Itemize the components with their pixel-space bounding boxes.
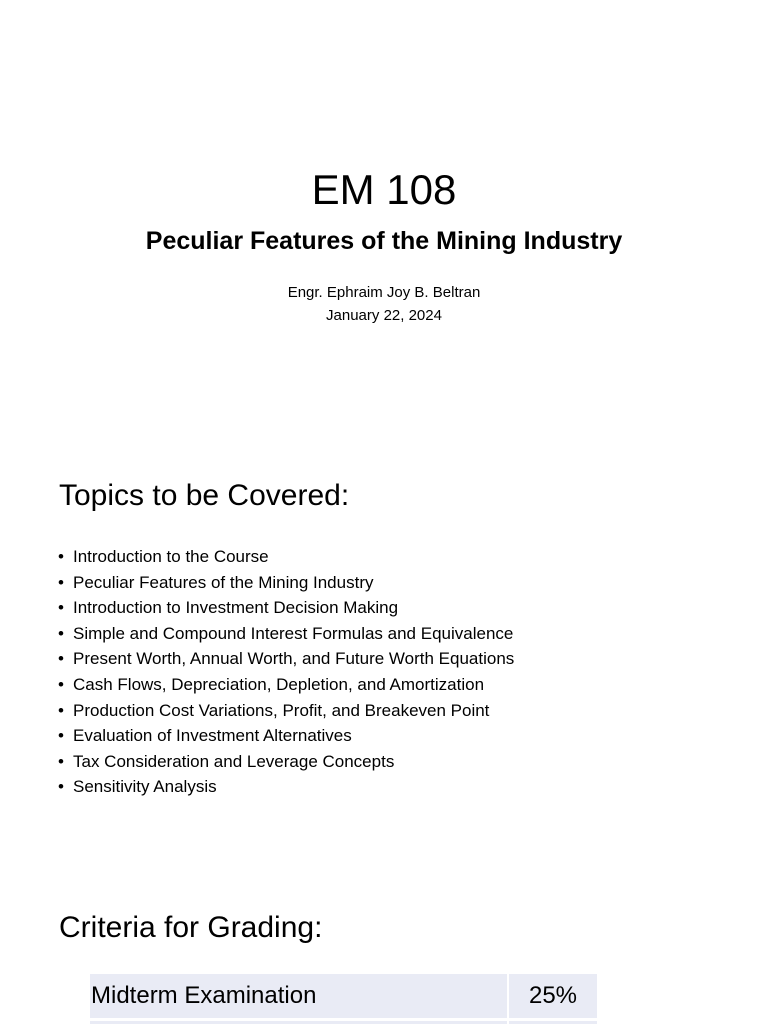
topic-label: Present Worth, Annual Worth, and Future Worth Equations xyxy=(73,649,515,669)
list-item xyxy=(58,595,514,621)
grading-item xyxy=(90,1020,508,1024)
table-row xyxy=(90,1020,597,1024)
bullet-icon: • xyxy=(58,572,64,592)
grading-weight xyxy=(508,1020,597,1024)
author-name: Engr. Ephraim Joy B. Beltran xyxy=(287,284,481,301)
topic-label: Sensitivity Analysis xyxy=(73,777,217,797)
topic-label: Introduction to Investment Decision Making xyxy=(73,598,399,618)
bullet-icon: • xyxy=(58,649,64,669)
course-code: EM 108 xyxy=(311,166,457,213)
list-item xyxy=(58,646,514,672)
list-item xyxy=(58,570,514,596)
list-item xyxy=(58,621,514,647)
table-row xyxy=(90,974,597,1020)
bullet-icon: • xyxy=(58,623,64,643)
topic-label: Introduction to the Course xyxy=(73,547,269,566)
bullet-icon: • xyxy=(58,777,64,797)
bullet-icon: • xyxy=(58,700,64,720)
list-item xyxy=(58,723,514,749)
topics-list xyxy=(58,544,514,800)
topic-label: Tax Consideration and Leverage Concepts xyxy=(73,751,395,771)
bullet-icon: • xyxy=(58,751,64,771)
lecture-title: Peculiar Features of the Mining Industry xyxy=(145,227,623,255)
grading-item: Midterm Examination xyxy=(91,982,317,1009)
grading-heading: Criteria for Grading: xyxy=(59,911,323,944)
bullet-icon: • xyxy=(58,547,64,566)
grading-weight: 25% xyxy=(508,974,597,1020)
bullet-icon: • xyxy=(58,726,64,746)
bullet-icon: • xyxy=(58,674,64,694)
bullet-icon: • xyxy=(58,598,64,618)
list-item xyxy=(58,774,514,800)
topic-label: Production Cost Variations, Profit, and Breakeven Point xyxy=(73,700,490,720)
list-item xyxy=(58,698,514,724)
topic-label: Evaluation of Investment Alternatives xyxy=(73,726,352,746)
topic-label: Peculiar Features of the Mining Industry xyxy=(73,572,374,592)
grading-table xyxy=(90,974,597,1024)
topic-label: Cash Flows, Depreciation, Depletion, and Amortization xyxy=(73,674,485,694)
topics-heading: Topics to be Covered: xyxy=(59,479,350,512)
list-item xyxy=(58,672,514,698)
lecture-date: January 22, 2024 xyxy=(326,307,442,324)
list-item xyxy=(58,544,514,570)
topic-label: Simple and Compound Interest Formulas and Equivalence xyxy=(73,623,514,643)
list-item xyxy=(58,749,514,775)
